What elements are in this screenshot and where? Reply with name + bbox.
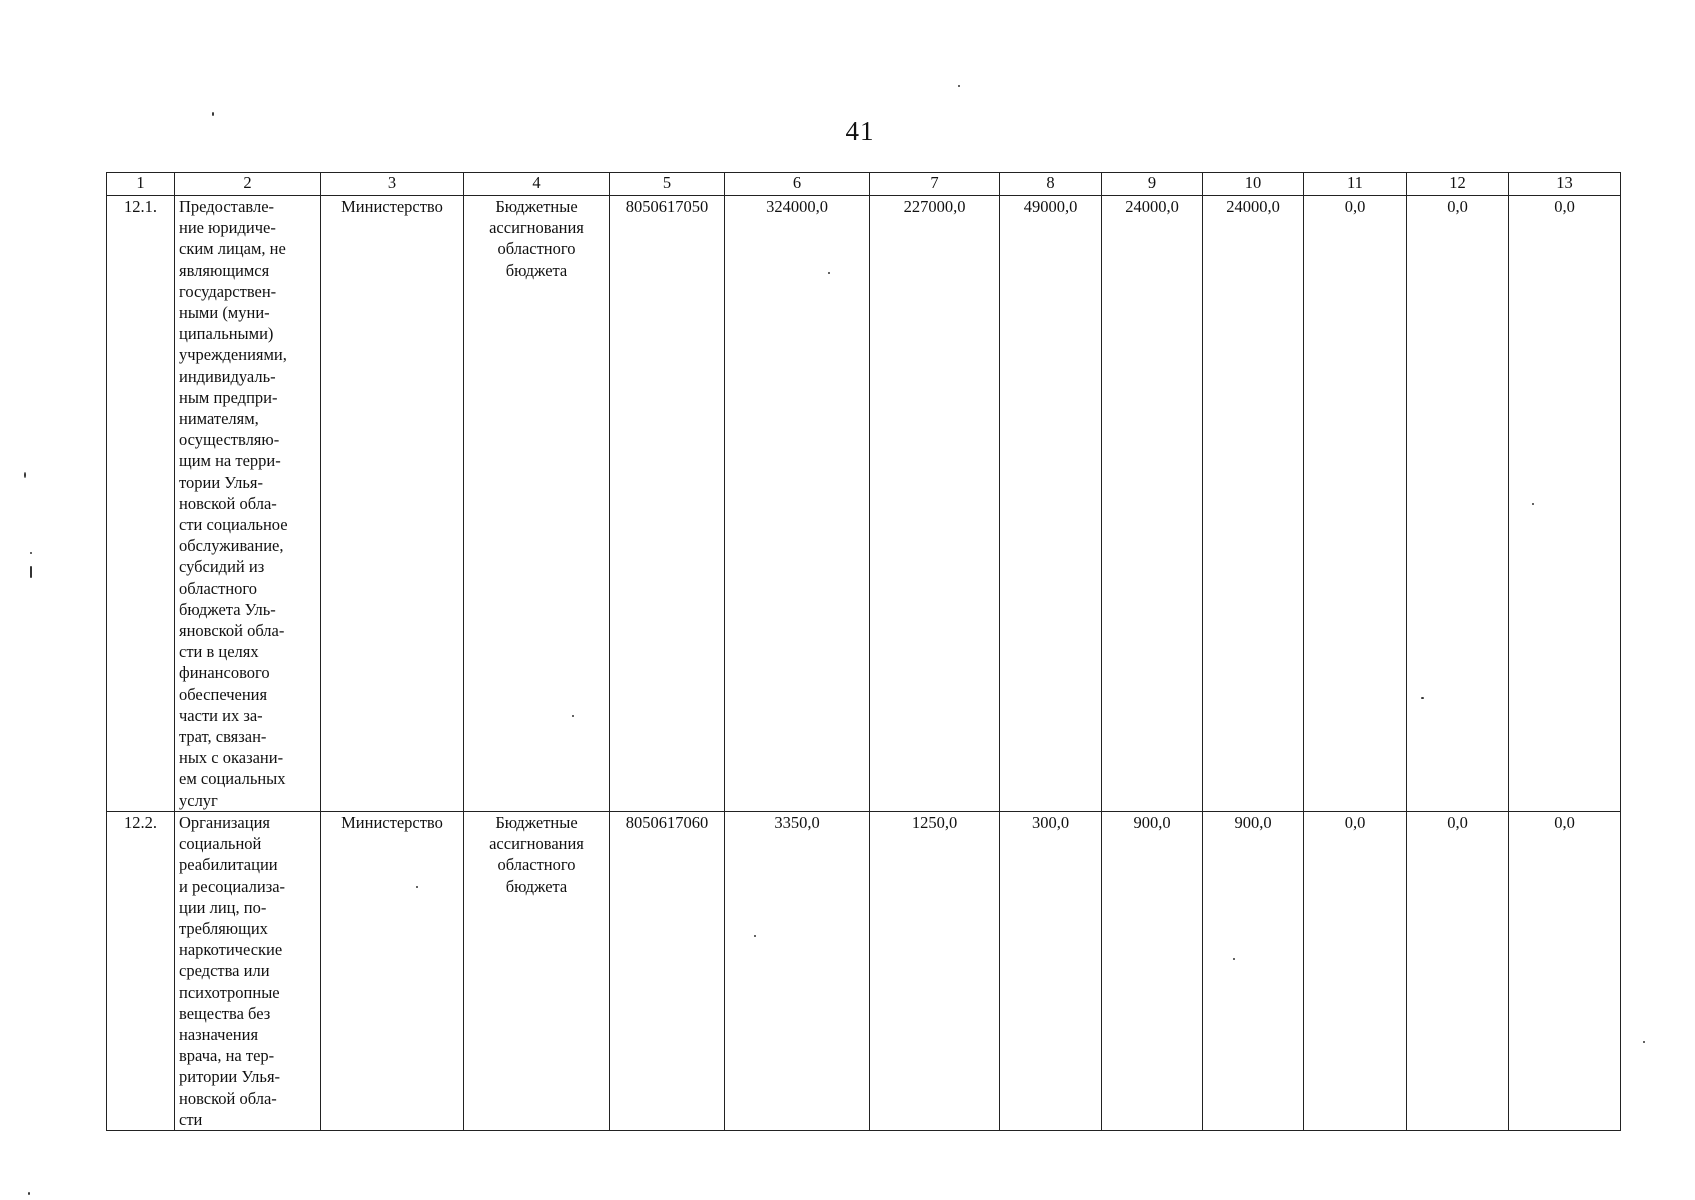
measure-name-line: трат, связан-	[179, 727, 267, 747]
amount-cell: 900,0	[1203, 811, 1304, 1130]
measure-name	[175, 811, 321, 1130]
column-header: 4	[464, 173, 610, 196]
responsible-department: Министерство	[321, 811, 464, 1130]
measure-name-line: обеспечения	[179, 684, 268, 704]
amount-cell: 24000,0	[1102, 196, 1203, 812]
amount-cell: 324000,0	[725, 196, 870, 812]
measure-name-line: яновской обла-	[179, 621, 285, 641]
measure-name-line: Организация	[179, 812, 271, 832]
measure-name-line: ции лиц, по-	[179, 897, 267, 917]
amount-cell: 300,0	[1000, 811, 1102, 1130]
scan-speck	[754, 935, 756, 937]
measure-name-line: новской обла-	[179, 1088, 277, 1108]
measure-name-line: назначения	[179, 1024, 259, 1044]
column-header: 5	[610, 173, 725, 196]
measure-name-line: субсидий из	[179, 557, 265, 577]
scan-speck	[24, 472, 26, 478]
column-header: 9	[1102, 173, 1203, 196]
scan-speck	[1233, 958, 1235, 960]
amount-cell: 0,0	[1407, 196, 1509, 812]
measure-name-line: реабилитации	[179, 855, 278, 875]
scan-speck	[30, 566, 32, 578]
funding-source-line: бюджета	[505, 876, 568, 896]
measure-name-line: осуществляю-	[179, 430, 280, 450]
budget-code: 8050617050	[610, 196, 725, 812]
measure-name-line: сти социальное	[179, 515, 288, 535]
measure-name-line: части их за-	[179, 705, 263, 725]
measure-name-line: обслуживание,	[179, 536, 284, 556]
measure-name-line: ским лицам, не	[179, 239, 286, 259]
amount-cell: 24000,0	[1203, 196, 1304, 812]
column-header: 3	[321, 173, 464, 196]
measure-name-line: сти	[179, 1109, 203, 1129]
measure-name-line: социальной	[179, 834, 262, 854]
measure-name-line: ных с оказани-	[179, 748, 284, 768]
funding-source-line: бюджета	[505, 260, 568, 280]
amount-cell: 0,0	[1407, 811, 1509, 1130]
measure-name	[175, 196, 321, 812]
amount-cell: 0,0	[1304, 196, 1407, 812]
scan-speck	[1643, 1041, 1645, 1043]
funding-source-line: Бюджетные	[495, 812, 578, 832]
amount-cell: 900,0	[1102, 811, 1203, 1130]
amount-cell: 227000,0	[870, 196, 1000, 812]
responsible-department: Министерство	[321, 196, 464, 812]
measure-name-line: наркотические	[179, 940, 283, 960]
amount-cell: 3350,0	[725, 811, 870, 1130]
column-header: 10	[1203, 173, 1304, 196]
funding-source	[464, 196, 610, 812]
measure-name-line: требляющих	[179, 918, 268, 938]
column-header: 13	[1509, 173, 1621, 196]
measure-name-line: и ресоциализа-	[179, 876, 286, 896]
funding-source-line: Бюджетные	[495, 197, 578, 216]
scan-speck	[212, 112, 214, 116]
column-header: 1	[107, 173, 175, 196]
table-row	[107, 811, 1621, 1130]
measure-name-line: врача, на тер-	[179, 1046, 275, 1066]
measure-name-line: Предоставле-	[179, 197, 275, 216]
scan-speck	[30, 552, 32, 554]
column-header: 12	[1407, 173, 1509, 196]
funding-source-line: областного	[497, 239, 576, 259]
funding-source	[464, 811, 610, 1130]
scan-speck	[1532, 503, 1534, 505]
measure-name-line: щим на терри-	[179, 451, 281, 471]
measure-name-line: финансового	[179, 663, 270, 683]
column-header: 6	[725, 173, 870, 196]
measure-name-line: ными (муни-	[179, 303, 270, 323]
column-header: 11	[1304, 173, 1407, 196]
row-number: 12.1.	[107, 196, 175, 812]
measure-name-line: новской обла-	[179, 493, 277, 513]
scan-speck	[416, 886, 418, 888]
header-row	[107, 173, 1621, 196]
table-row	[107, 196, 1621, 812]
amount-cell: 0,0	[1509, 196, 1621, 812]
measure-name-line: ние юридиче-	[179, 218, 276, 238]
scan-speck	[958, 85, 960, 87]
amount-cell: 1250,0	[870, 811, 1000, 1130]
row-number: 12.2.	[107, 811, 175, 1130]
scan-speck	[572, 715, 574, 717]
measure-name-line: ципальными)	[179, 324, 274, 344]
column-header: 7	[870, 173, 1000, 196]
measure-name-line: индивидуаль-	[179, 366, 276, 386]
measure-name-line: ем социальных	[179, 769, 286, 789]
measure-name-line: ритории Улья-	[179, 1067, 281, 1087]
measure-name-line: государствен-	[179, 281, 277, 301]
amount-cell: 49000,0	[1000, 196, 1102, 812]
scan-speck	[1421, 697, 1424, 699]
scan-speck	[28, 1192, 30, 1195]
budget-table	[106, 172, 1621, 1131]
funding-source-line: ассигнования	[489, 218, 584, 238]
budget-code: 8050617060	[610, 811, 725, 1130]
scan-speck	[828, 272, 830, 274]
measure-name-line: являющимся	[179, 260, 270, 280]
measure-name-line: ным предпри-	[179, 387, 278, 407]
measure-name-line: тории Улья-	[179, 472, 263, 492]
measure-name-line: средства или	[179, 961, 270, 981]
measure-name-line: областного	[179, 578, 258, 598]
funding-source-line: ассигнования	[489, 834, 584, 854]
measure-name-line: услуг	[179, 790, 218, 810]
amount-cell: 0,0	[1509, 811, 1621, 1130]
measure-name-line: вещества без	[179, 1003, 271, 1023]
measure-name-line: бюджета Уль-	[179, 599, 276, 619]
amount-cell: 0,0	[1304, 811, 1407, 1130]
measure-name-line: учреждениями,	[179, 345, 287, 365]
column-header: 2	[175, 173, 321, 196]
measure-name-line: нимателям,	[179, 409, 259, 429]
page-number: 41	[845, 116, 875, 146]
funding-source-line: областного	[497, 855, 576, 875]
measure-name-line: психотропные	[179, 982, 280, 1002]
measure-name-line: сти в целях	[179, 642, 259, 662]
column-header: 8	[1000, 173, 1102, 196]
